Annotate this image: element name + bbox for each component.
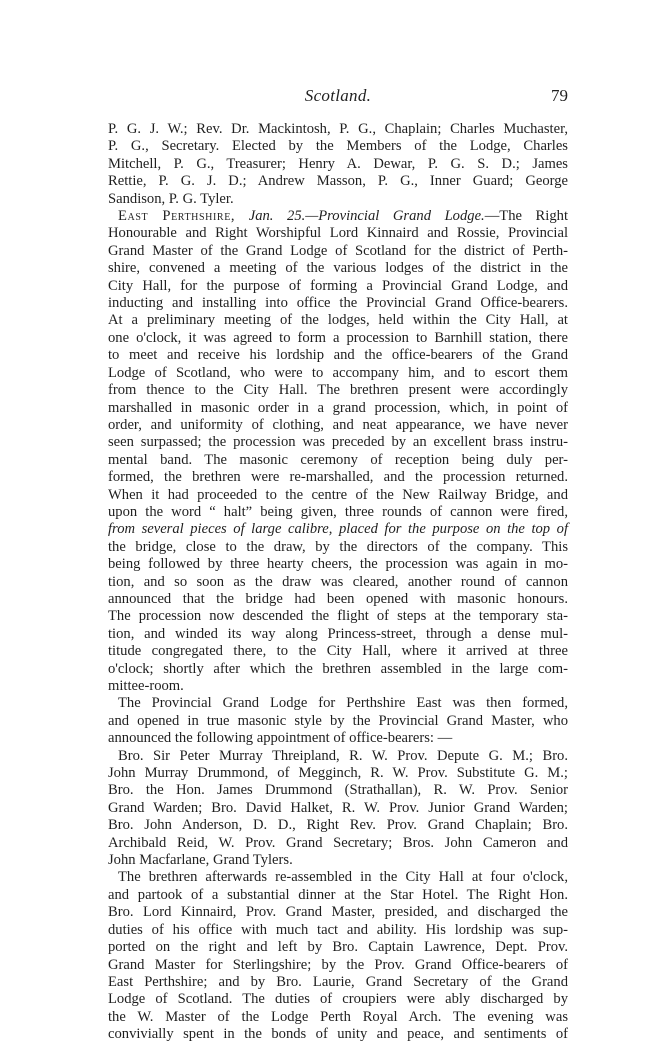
text-line: East Perthshire; and by Bro. Laurie, Grand Secretary of the Grand bbox=[108, 973, 568, 990]
italic-text: from several pieces of large calibre, placed for the purpose on the top of bbox=[108, 521, 568, 538]
text-line: Sandison, P. G. Tyler. bbox=[108, 190, 234, 207]
text-line: convivially spent in the bonds of unity and peace, and sentiments of bbox=[108, 1026, 568, 1043]
paragraph-officers-continued bbox=[108, 121, 568, 208]
paragraph-appointments bbox=[108, 748, 568, 870]
text-line: tion, and so soon as the draw was cleared, another round of cannon bbox=[108, 573, 568, 590]
place-heading: East Perthshire, bbox=[118, 208, 236, 225]
text-line: The Provincial Grand Lodge for Perthshire East was then formed, bbox=[118, 695, 568, 712]
text-line: o'clock; shortly after which the brethren assembled in the large com- bbox=[108, 660, 568, 677]
text-line: being followed by three hearty cheers, the procession was again in mo- bbox=[108, 556, 568, 573]
text-line: inducting and installing into office the Provincial Grand Office-bearers. bbox=[108, 295, 568, 312]
text-line: the bridge, close to the draw, by the directors of the company. This bbox=[108, 538, 568, 555]
text-line: Bro. Lord Kinnaird, Prov. Grand Master, presided, and discharged the bbox=[108, 904, 568, 921]
text-line: announced that the bridge had been opened with masonic honours. bbox=[108, 590, 568, 607]
paragraph-east-perthshire bbox=[108, 208, 568, 695]
text-line: John Murray Drummond, of Megginch, R. W. Prov. Substitute G. M.; bbox=[108, 765, 568, 782]
text-line: mittee-room. bbox=[108, 678, 184, 694]
text-line: upon the word “ halt” being given, three rounds of cannon were fired, bbox=[108, 503, 568, 520]
text-line: order, and uniformity of clothing, and neat appearance, we have never bbox=[108, 416, 568, 433]
text-line: shire, convened a meeting of the various lodges of the district in the bbox=[108, 260, 568, 277]
text-line: Bro. the Hon. James Drummond (Strathallan), R. W. Prov. Senior bbox=[108, 782, 568, 799]
text-line: Lodge of Scotland, who were to accompany him, and to escort them bbox=[108, 364, 568, 381]
text-line: City Hall, for the purpose of forming a Provincial Grand Lodge, and bbox=[108, 277, 568, 294]
body-text bbox=[108, 121, 568, 1044]
text-line: P. G., Secretary. Elected by the Members of the Lodge, Charles bbox=[108, 138, 568, 155]
page-header bbox=[108, 86, 568, 112]
paragraph-lodge-formed bbox=[108, 695, 568, 747]
text-line bbox=[108, 521, 568, 538]
text-line: Rettie, P. G. J. D.; Andrew Masson, P. G., Inner Guard; George bbox=[108, 173, 568, 190]
text-line: announced the following appointment of office-bearers: — bbox=[108, 730, 453, 747]
text-line: When it had proceeded to the centre of the New Railway Bridge, and bbox=[108, 486, 568, 503]
text-line: Bro. John Anderson, D. D., Right Rev. Prov. Grand Chaplain; Bro. bbox=[108, 817, 568, 834]
text-line: titude congregated there, to the City Hall, where it arrived at three bbox=[108, 643, 568, 660]
text-line: duties of his office with much tact and ability. His lordship was sup- bbox=[108, 921, 568, 938]
text-line: At a preliminary meeting of the lodges, held within the City Hall, at bbox=[108, 312, 568, 329]
text-line: Grand Master of the Grand Lodge of Scotland for the district of Perth- bbox=[108, 242, 568, 259]
text-line: Bro. Sir Peter Murray Threipland, R. W. Prov. Depute G. M.; Bro. bbox=[118, 747, 568, 764]
text-line: seen surpassed; the procession was preceded by an excellent brass instru- bbox=[108, 434, 568, 451]
text-line: from thence to the City Hall. The brethren present were accordingly bbox=[108, 382, 568, 399]
text-line: and partook of a substantial dinner at the Star Hotel. The Right Hon. bbox=[108, 886, 568, 903]
text-line: John Macfarlane, Grand Tylers. bbox=[108, 852, 293, 869]
text-line: Grand Master for Sterlingshire; by the Prov. Grand Office-bearers of bbox=[108, 956, 568, 973]
text-line: one o'clock, it was agreed to form a procession to Barnhill station, there bbox=[108, 329, 568, 346]
text-line: Mitchell, P. G., Treasurer; Henry A. Dewar, P. G. S. D.; James bbox=[108, 155, 568, 172]
text-line: Grand Warden; Bro. David Halket, R. W. Prov. Junior Grand Warden; bbox=[108, 799, 568, 816]
running-title: Scotland. bbox=[304, 86, 372, 105]
text-fragment: —The Right bbox=[484, 208, 568, 225]
text-line: ported on the right and left by Bro. Captain Lawrence, Dept. Prov. bbox=[108, 939, 568, 956]
text-line: Honourable and Right Worshipful Lord Kinnaird and Rossie, Provincial bbox=[108, 225, 568, 242]
text-line: mental band. The masonic ceremony of reception being duly per- bbox=[108, 451, 568, 468]
page-number: 79 bbox=[551, 86, 568, 105]
date-heading: Jan. 25.—Provincial Grand Lodge. bbox=[235, 208, 485, 225]
text-line: marshalled in masonic order in a grand procession, which, in point of bbox=[108, 399, 568, 416]
text-line: P. G. J. W.; Rev. Dr. Mackintosh, P. G., Chaplain; Charles Muchaster, bbox=[108, 121, 568, 137]
text-line: the W. Master of the Lodge Perth Royal Arch. The evening was bbox=[108, 1008, 568, 1025]
text-line: to meet and receive his lordship and the office-bearers of the Grand bbox=[108, 347, 568, 364]
text-line: The brethren afterwards re-assembled in the City Hall at four o'clock, bbox=[118, 869, 568, 886]
text-line: formed, the brethren were re-marshalled, and the procession returned. bbox=[108, 469, 568, 486]
text-line: The procession now descended the flight of steps at the temporary sta- bbox=[108, 608, 568, 625]
text-line: and opened in true masonic style by the Provincial Grand Master, who bbox=[108, 712, 568, 729]
paragraph-dinner bbox=[108, 869, 568, 1043]
text-line bbox=[108, 208, 568, 225]
text-line: Lodge of Scotland. The duties of croupiers were ably discharged by bbox=[108, 991, 568, 1008]
text-line: Archibald Reid, W. Prov. Grand Secretary; Bros. John Cameron and bbox=[108, 834, 568, 851]
text-line: tion, and winded its way along Princess-street, through a dense mul- bbox=[108, 625, 568, 642]
